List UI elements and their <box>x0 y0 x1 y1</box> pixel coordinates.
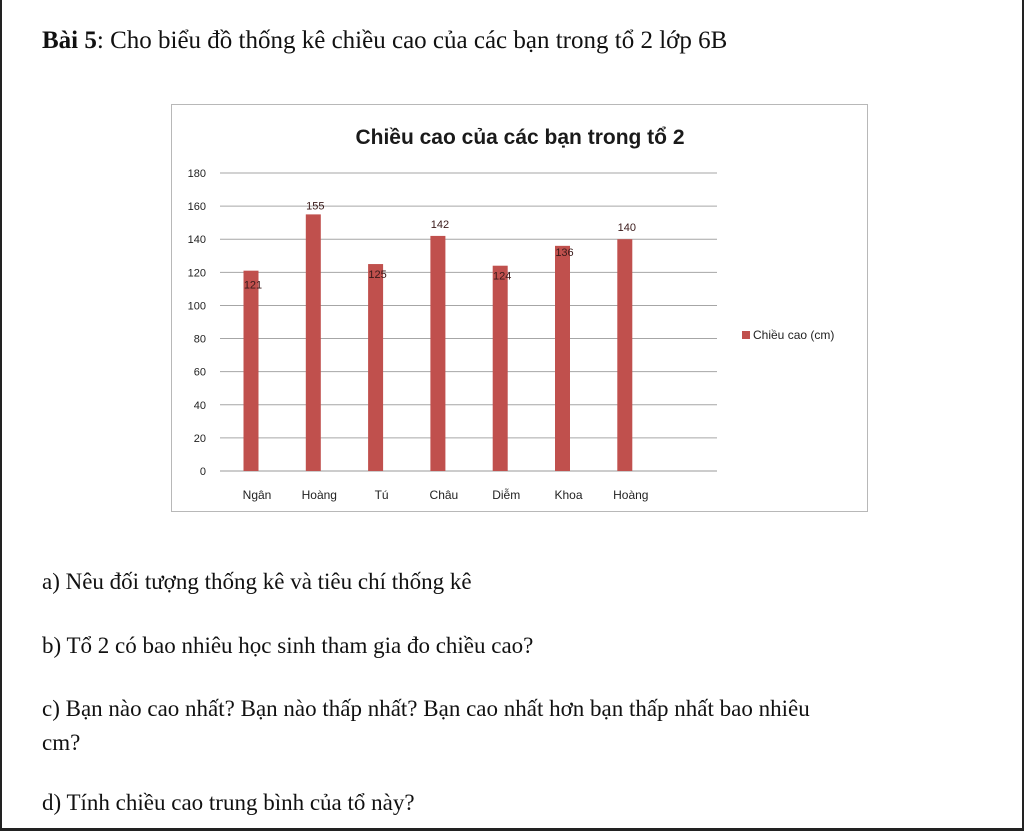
question-a: a) Nêu đối tượng thống kê và tiêu chí thống kê <box>42 569 472 594</box>
legend <box>742 328 834 342</box>
category-label: Hoàng <box>301 488 337 502</box>
gridlines <box>220 173 717 471</box>
chart-canvas <box>172 105 869 513</box>
category-label: Khoa <box>554 488 583 502</box>
category-label: Châu <box>429 488 459 502</box>
bar-6 <box>617 239 632 471</box>
y-tick-label: 20 <box>193 432 206 445</box>
question-d: d) Tính chiều cao trung bình của tổ này? <box>42 790 415 815</box>
bar-2 <box>368 264 383 471</box>
y-tick-label: 100 <box>187 300 206 313</box>
bar-1 <box>306 214 321 471</box>
chart-title: Chiều cao của các bạn trong tổ 2 <box>355 126 685 149</box>
y-axis-ticks <box>188 168 206 478</box>
bars <box>244 214 633 471</box>
y-tick-label: 120 <box>187 267 206 280</box>
bar-3 <box>430 236 445 471</box>
category-label: Ngân <box>242 488 272 502</box>
data-label: 136 <box>555 246 574 259</box>
y-tick-label: 140 <box>187 234 206 247</box>
category-label: Tú <box>374 488 389 502</box>
y-tick-label: 180 <box>187 168 206 180</box>
data-label: 142 <box>430 218 450 231</box>
problem-heading <box>42 26 727 56</box>
data-label: 124 <box>493 270 512 283</box>
x-axis-categories <box>243 487 649 502</box>
question-b: b) Tổ 2 có bao nhiêu học sinh tham gia đo chiều cao? <box>42 633 534 658</box>
question-c-line2: cm? <box>42 730 81 755</box>
problem-label: Bài 5 <box>42 27 97 54</box>
data-label: 155 <box>306 200 325 213</box>
data-label: 125 <box>368 269 387 282</box>
bar-4 <box>493 266 508 471</box>
problem-text: : Cho biểu đồ thống kê chiều cao của các bạn trong tổ 2 lớp 6B <box>96 27 728 54</box>
y-tick-label: 40 <box>193 399 206 412</box>
legend-swatch <box>742 331 750 339</box>
y-tick-label: 60 <box>193 366 206 379</box>
y-tick-label: 160 <box>187 201 206 214</box>
y-tick-label: 80 <box>193 333 206 346</box>
category-label: Hoàng <box>613 488 649 502</box>
legend-label: Chiều cao (cm) <box>753 328 835 342</box>
bar-0 <box>244 271 259 471</box>
data-label: 140 <box>617 222 636 235</box>
data-label: 121 <box>243 279 263 292</box>
question-c-line1: c) Bạn nào cao nhất? Bạn nào thấp nhất? Bạn cao nhất hơn bạn thấp nhất bao nhiêu <box>42 696 810 721</box>
y-tick-label: 0 <box>199 466 206 478</box>
category-label: Diễm <box>492 488 521 502</box>
bar-5 <box>555 246 570 471</box>
bar-chart <box>171 104 868 512</box>
